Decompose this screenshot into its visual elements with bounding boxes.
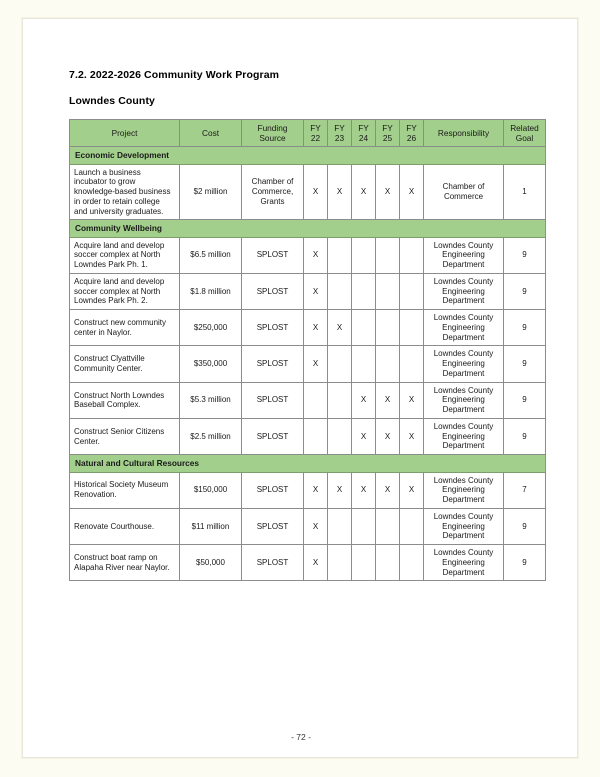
cell-fy25: X [376,164,400,220]
cell-fy26 [400,273,424,309]
cell-funding-source: SPLOST [242,418,304,454]
cell-fy23: X [328,164,352,220]
cell-responsibility: Lowndes County Engineering Department [424,237,504,273]
cell-fy25 [376,310,400,346]
cell-cost: $1.8 million [180,273,242,309]
table-row [70,508,546,544]
cell-fy26: X [400,418,424,454]
cell-fy24: X [352,418,376,454]
community-work-program-table [69,119,546,581]
table-row [70,418,546,454]
cell-fy24 [352,237,376,273]
page-number: - 72 - [291,732,311,742]
column-header-responsibility: Responsibility [424,120,504,147]
column-header-fy26 [400,120,424,147]
table-row [70,310,546,346]
cell-fy22: X [304,545,328,581]
cell-responsibility: Lowndes County Engineering Department [424,472,504,508]
cell-fy22: X [304,508,328,544]
fy26-line-2: 26 [406,133,417,144]
cell-fy22: X [304,237,328,273]
cell-fy26 [400,508,424,544]
cell-fy22 [304,418,328,454]
funding-source-line-2: Source [259,133,286,144]
table-row [70,164,546,220]
cell-fy23 [328,508,352,544]
fy22-line-1: FY [310,123,321,133]
cell-fy24 [352,346,376,382]
cell-project: Acquire land and develop soccer complex at North Lowndes Park Ph. 1. [70,237,180,273]
cell-fy25: X [376,472,400,508]
document-page-sheet [22,18,578,758]
fy23-line-2: 23 [334,133,345,144]
cell-project: Historical Society Museum Renovation. [70,472,180,508]
cell-responsibility: Lowndes County Engineering Department [424,418,504,454]
cell-responsibility: Lowndes County Engineering Department [424,273,504,309]
cell-fy23 [328,545,352,581]
table-row [70,273,546,309]
page-subtitle: Lowndes County [69,95,155,107]
cell-cost: $2.5 million [180,418,242,454]
cell-fy22: X [304,472,328,508]
table-section-row [70,455,546,472]
cell-project: Construct Clyattville Community Center. [70,346,180,382]
cell-fy26 [400,310,424,346]
cell-funding-source: SPLOST [242,508,304,544]
cell-fy26: X [400,382,424,418]
cell-related-goal: 9 [504,418,546,454]
column-header-fy24 [352,120,376,147]
cell-funding-source: SPLOST [242,237,304,273]
cell-project: Construct Senior Citizens Center. [70,418,180,454]
page-title: 7.2. 2022-2026 Community Work Program [69,69,280,81]
cell-funding-source: SPLOST [242,310,304,346]
cell-fy24 [352,310,376,346]
cell-cost: $150,000 [180,472,242,508]
cell-fy24: X [352,164,376,220]
cell-cost: $5.3 million [180,382,242,418]
cell-cost: $250,000 [180,310,242,346]
fy23-line-1: FY [334,123,345,133]
column-header-cost: Cost [180,120,242,147]
cell-responsibility: Lowndes County Engineering Department [424,545,504,581]
fy24-line-1: FY [358,123,369,133]
cell-responsibility: Lowndes County Engineering Department [424,508,504,544]
cell-fy22: X [304,310,328,346]
column-header-related-goal [504,120,546,147]
cell-fy23: X [328,310,352,346]
cell-fy24 [352,508,376,544]
table-row [70,346,546,382]
cell-fy25: X [376,382,400,418]
fy25-line-2: 25 [382,133,393,144]
cell-related-goal: 9 [504,382,546,418]
table-header-row [70,120,546,147]
fy24-line-2: 24 [358,133,369,144]
cell-cost: $350,000 [180,346,242,382]
column-header-fy22 [304,120,328,147]
cell-cost: $50,000 [180,545,242,581]
cell-fy24: X [352,382,376,418]
table-row [70,545,546,581]
cell-fy25 [376,346,400,382]
cell-fy22 [304,382,328,418]
table-row [70,237,546,273]
cell-fy25: X [376,418,400,454]
cell-fy24 [352,273,376,309]
cell-fy26: X [400,164,424,220]
column-header-project: Project [70,120,180,147]
cell-fy22: X [304,273,328,309]
cell-funding-source: Chamber of Commerce, Grants [242,164,304,220]
fy26-line-1: FY [406,123,417,133]
cell-responsibility: Lowndes County Engineering Department [424,382,504,418]
fy22-line-2: 22 [310,133,321,144]
cell-related-goal: 9 [504,545,546,581]
cell-fy25 [376,237,400,273]
cell-responsibility: Lowndes County Engineering Department [424,310,504,346]
cell-funding-source: SPLOST [242,472,304,508]
section-title: Economic Development [70,147,546,164]
cell-fy26: X [400,472,424,508]
cell-fy22: X [304,164,328,220]
cell-fy23 [328,237,352,273]
cell-fy26 [400,545,424,581]
cell-fy24 [352,545,376,581]
cell-responsibility: Chamber of Commerce [424,164,504,220]
cell-project: Construct new community center in Naylor. [70,310,180,346]
cell-fy25 [376,508,400,544]
document-content [69,69,551,581]
cell-cost: $11 million [180,508,242,544]
cell-cost: $6.5 million [180,237,242,273]
cell-related-goal: 9 [504,310,546,346]
cell-project: Construct North Lowndes Baseball Complex. [70,382,180,418]
cell-project: Renovate Courthouse. [70,508,180,544]
cell-cost: $2 million [180,164,242,220]
cell-fy26 [400,346,424,382]
cell-fy23 [328,418,352,454]
cell-related-goal: 9 [504,237,546,273]
cell-fy25 [376,545,400,581]
table-section-row [70,147,546,164]
table-body [70,147,546,581]
cell-project: Construct boat ramp on Alapaha River near Naylor. [70,545,180,581]
cell-funding-source: SPLOST [242,273,304,309]
column-header-fy25 [376,120,400,147]
cell-funding-source: SPLOST [242,545,304,581]
cell-fy23 [328,273,352,309]
table-row [70,472,546,508]
cell-fy25 [376,273,400,309]
cell-funding-source: SPLOST [242,346,304,382]
fy25-line-1: FY [382,123,393,133]
cell-related-goal: 9 [504,346,546,382]
cell-project: Launch a business incubator to grow knowledge-based business in order to retain college and university graduates. [70,164,180,220]
cell-related-goal: 9 [504,508,546,544]
related-goal-line-1: Related [510,123,539,133]
column-header-funding-source [242,120,304,147]
table-section-row [70,220,546,237]
section-title: Community Wellbeing [70,220,546,237]
cell-fy26 [400,237,424,273]
funding-source-line-1: Funding [257,123,288,133]
table-row [70,382,546,418]
column-header-fy23 [328,120,352,147]
cell-fy23 [328,346,352,382]
cell-fy23: X [328,472,352,508]
table-header [70,120,546,147]
cell-fy22: X [304,346,328,382]
cell-related-goal: 9 [504,273,546,309]
cell-related-goal: 7 [504,472,546,508]
cell-related-goal: 1 [504,164,546,220]
cell-fy24: X [352,472,376,508]
section-title: Natural and Cultural Resources [70,455,546,472]
cell-project: Acquire land and develop soccer complex at North Lowndes Park Ph. 2. [70,273,180,309]
related-goal-line-2: Goal [515,133,534,144]
cell-responsibility: Lowndes County Engineering Department [424,346,504,382]
cell-fy23 [328,382,352,418]
cell-funding-source: SPLOST [242,382,304,418]
